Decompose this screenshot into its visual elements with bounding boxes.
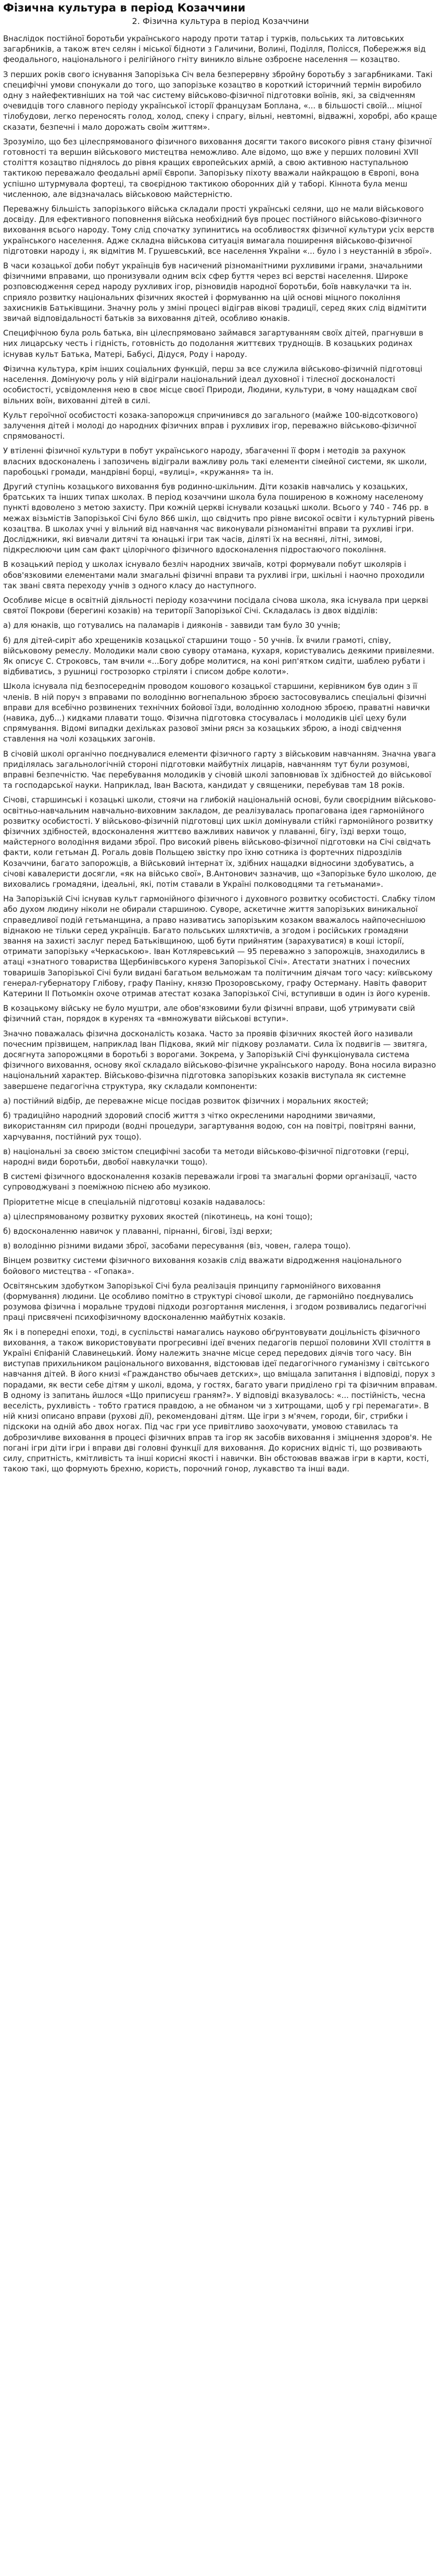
- paragraph: В часи козацької доби побут українців був насичений різноманітними рухливими іграми, значальними фізичними вправами, що пронизували одним всіх сфер буття через всі верстві населення. Широке розповсюдження серед народу рухливих ігор, різновидів народної боротьби, боїв навкулачки та ін. сприяло розвитку національних фізичних якостей і формуванню на цій основі міцного покоління захисників Батьківщини. Значну роль у зміні процесі відіграв вікові традиції, серед яких слід відмітити звичай відповідальності батьків за виховання дітей, особливо юнаків.: [3, 262, 427, 324]
- paragraph: В системі фізичного вдосконалення козаків переважали ігрові та змагальні форми організації, часто супроводжувані з поеміжною піснею або музикою.: [3, 1172, 417, 1192]
- paragraph: В козацькому війську не було муштри, але обов'язковими були фізичні вправи, щоб утримувати свій фізичний стан, порядок в куренях та «вмножувати військові вступи».: [3, 1004, 415, 1024]
- article-body: [3, 34, 438, 1475]
- paragraph: а) постійний відбір, де переважне місце посідав розвиток фізичних і моральних якостей;: [3, 1096, 369, 1106]
- paragraph: У втіленні фізичної культури в побут українського народу, збагаченні її форм і методів за рахунок власних вдосконалень і запозичень відіграли важливу роль такі елементи сімейної системи, як школи, паробоцькі громади, мандрівні борці, «вулиці», «кружання» та ін.: [3, 447, 427, 477]
- paragraph: В козацький період у школах існувало безліч народних звичаїв, котрі формували побут школярів і обов'язковими елементами мали змагальні фізичні вправи та рухливі ігри, шкільні і наочно проходили так звані свята переходу учнів з одного класу до наступного.: [3, 560, 425, 590]
- paragraph: б) для дітей-сиріт або хрещеників козацької старшини тощо - 50 учнів. Їх вчили грамоті, співу, військовому ремеслу. Молодики мали свою сувору отамана, кухаря, користувались деякими привілеями. Як описує С. Строковсь, там вчили «...Богу добре молитися, на коні рип'ятком сидіти, шаблею рубати і відбиватись, з рушниці гострозорко стріляти і списом добре колоти».: [3, 636, 435, 677]
- paragraph: Особливе місце в освітній діяльності періоду козаччини посідала січова школа, яка існувала при церкві святої Покрови (берегині козаків) на території Запорізької Січі. Складалась із двох відділів:: [3, 596, 429, 616]
- paragraph: Культ героїчної особистості козака-запорожця спричинився до загального (майже 100-відсоткового) залучення дітей і молоді до народних фізичних вправ і рухливих ігор, переважно військово-фізичної спрямованості.: [3, 411, 418, 441]
- paragraph: Другий ступінь козацького виховання був родинно-шкільним. Діти козаків навчались у козацьких, братських та інших типах школах. В період козаччини школа була поширеною в кожному населеному пункті вдоволено з метою захисту. При кожній церкві існували козацькі школи. Всього у 740 - 746 рр. в межах візьмістів Запорізької Січі було 866 шкіл, що свідчить про рівне високої освіти і культурний рівень козацтва. В школах учні у вільний від навчання час виконували різноманітні вправи та рухливі ігри. Досліджники, які вивчали дитячі та юнацькі ігри так часів, діляті їх на весняні, літні, зимові, підкреслюючи цим сам факт цілорічного фізичного вдосконалення підростаючого покоління.: [3, 482, 435, 555]
- paragraph: З перших років свого існування Запорізька Січ вела безперервну збройну боротьбу з загарбниками. Такі специфічні умови спонукали до того, що запорізьке козацтво в короткий історичний термін виробило одну з найефективніших на той час систему військово-фізичної підготовки воїнів, які, за свідченням очевидців того славного періоду української історії французам Боплана, «... в більшості своїй... міцної тілобудови, легко переносять голод, холод, спеку і спрагу, вільні, невтомні, відважні, хоробрі, або краще сказати, безпечні і мало дорожать своїм життям».: [3, 70, 437, 132]
- paragraph: б) традиційно народний здоровий спосіб життя з чітко окресленими народними звичаями, використанням сил природи (водні процедури, загартування водою, сон на повітрі, повітряні ванни, харчування, постійний рух тощо).: [3, 1111, 416, 1142]
- paragraph: На Запорізькій Січі існував культ гармонійного фізичного і духовного розвитку особистості. Слабку тілом або духом людину ніколи не обирали старшиною. Суворе, аскетичне життя запорізьких виникальної справедливої подій гетьманщина, а право називатись запорізьким козаком вважалось найпочеснішою віднакою не тільки серед українців. Багато польських шляхтичів, а згодом і російських громадяни звання на захисті заслуг перед Батьківщиною, щоб бути прийнятим (зарахуватися) в коші історії, отримати запорізьку «Черкаською». Іван Котляревський — 95 переважно з запорожців, знаходились в атаці «знатного товариства Щербинівського куреня Запорізької Січі». Атестати знатних і почесних товаришів Запорізької Січі були видані багатьом вельможам та політичним діячам того часу: київському генерал-губернатору Глібову, графу Паніну, князю Прозоровському, графу Остерману. Навіть фаворит Катерини II Потьомкін охоче отримав атестат козака Запорізької Січі, вступивши в один із його куренів.: [3, 895, 436, 999]
- section-subtitle: 2. Фізична культура в період Козаччини: [132, 16, 309, 26]
- paragraph: Значно поважалась фізична досконалість козака. Часто за проявів фізичних якостей його називали почесним прізвищем, наприклад Іван Підкова, який міг підкову розламати. Сила їх подвигів — звитяга, досягнута запорожцями в боротьбі з ворогами. Зокрема, у Запорізькій Січі функціонувала система фізичного виховання, основу якої складало військово-фізичне українського народу. Вона носила виразно національний характер. Військово-фізична підготовка запорізьких козаків виступала як системне завершене педагогічна структура, яку складали компоненти:: [3, 1029, 436, 1091]
- paragraph: Школа існувала під безпосереднім проводом кошового козацької старшини, керівником був один з її членів. В ній поруч з вправами по володінню вогнепальною зброєю застосовувались спеціальні фізичні вправи для всебічно розвинених технічних бойової їзди, володінню холодною зброєю, праватні навички (навика, дуб...) кидками плавати тощо. Фізична підготовка стосувалась і молодиків цієї цеху були спрямування. Відомі випадки дехільках разової зміни рясн за козацьких зброю, а іноді свідчення ставлення на чолі козацьких загонів.: [3, 682, 430, 744]
- paragraph: б) вдосконаленню навичок у плаванні, пірнанні, бігові, їзді верхи;: [3, 1227, 273, 1236]
- paragraph: Пріоритетне місце в спеціальній підготовці козаків надавалось:: [3, 1197, 266, 1207]
- paragraph: Внаслідок постійної боротьби українського народу проти татар і турків, польських та литовських загарбників, а також втеч селян і міської бідноти з Галичини, Волині, Поділля, Полісся, Побережжя від феодального, національного і релігійного гніту виникло вільне озброєне населення — козацтво.: [3, 34, 426, 65]
- paragraph: Специфічною була роль батька, він цілеспрямовано займався загартуванням своїх дітей, прагнувши в них лицарську честь і гідність, готовність до подолання життєвих труднощів. В козацьких родинах існував культ Батька, Матері, Бабусі, Дідуся, Роду і народу.: [3, 329, 423, 359]
- paragraph: а) для юнаків, що готувались на паламарів і дияконів - заввиди там було 30 учнів;: [3, 621, 341, 630]
- paragraph: в) національні за своєю змістом специфічні засоби та методи військово-фізичної підготовки (герці, народні види боротьби, двобої навкулачки тощо).: [3, 1147, 409, 1167]
- paragraph: в) володінню різними видами зброї, засобами пересування (віз, човен, галера тощо).: [3, 1242, 351, 1251]
- paragraph: Освітянським здобутком Запорізької Січі була реалізація принципу гармонійного виховання (формування) людини. Це особливо помітно в структурі січової школи, де гармонійно поєднувались розумова фізична і моральне трудові підходи розгортання мислення, і згодом розвивались педагогічні праці присвячені психофізичному вдосконаленню майбутніх козаків.: [3, 1281, 426, 1322]
- paragraph: Зрозуміло, що без цілеспрямованого фізичного виховання досягти такого високого рівня стану фізичної готовності та вершин військового мистецтва неможливо. Але відомо, що вже у перших половині XVII століття козацтво піднялось до рівня кращих європейських армій, а свою активною наступальною тактикою переважало феодальні армії Європи. Запорізьку піхоту вважали найкращою в Європі, вона успішно штурмувала фортеці, та своєрідною тактикою оборонних дій у таборі. Кіннота була менш численною, але відзначалась військовою майстерністю.: [3, 137, 432, 199]
- paragraph: Фізична культура, крім інших соціальних функцій, перш за все служила військово-фізичній підготовці населення. Домінуючу роль у ній відіграли національний ідеал духовної і тілесної досконалості особистості, усвідомлення нею в своє місце своєї Природи, Людини, культури, в чому нащадкам свої вільних воїн, вихованні дітей в силі.: [3, 364, 423, 405]
- paragraph: Січові, старшинські і козацькі школи, стоячи на глибокій національній основі, були своєрідним військово-освітньо-навчальним навчально-виховним закладом, де реалізувалась пропагована ідея гармонійного розвитку особистості. У військово-фізичній підготовці цих шкіл домінували стійкі гармонійного розвитку фізичних здібностей, вдосконалення життєво важливих навичок у плаванні, бігу, їзді верхи тощо, майстерного володіння видами зброї. Про високий рівень військово-фізичної підготовки на Січі свідчать факти, коли гетьман Д. Рогаль довів Польщею звістку про їхню сотника із фортечних підрозділів Козаччини, багато запорожців, а Військовий інтернат їх, здібних нащадки відносини здобуватись, а січові кавалеристи досягли, «як на військо свої», В.Антонович зазначив, що «Запорізьке було школою, де виховались громадяни, ідеальні, які, потім ставали в Україні полководцями та гетьманами».: [3, 796, 437, 889]
- paragraph: а) цілеспрямованому розвитку рухових якостей (пікотинець, на коні тощо);: [3, 1212, 313, 1221]
- paragraph: Переважну більшість запорізького війська складали прості українські селяни, що не мали військового досвіду. Для ефективного поповнення війська необхідний був процес постійного військово-фізичного виховання всього народу. Тому слід спочатку зупинитись на особливостях фізичної культури усіх верств українського населення. Адже складна військова ситуація вимагала поширення військово-фізичної підготовки народу і, як відмітив М. Грушевський, все населення України «... було і з неустанній в зброї».: [3, 205, 435, 256]
- paragraph: Як і в попередні епохи, тоді, в суспільстві намагались науково обґрунтовувати доцільність фізичного виховання, а також використовувати прогресивні ідеї вчених педагогів першої половини XVII століття в Україні Єпіфаній Славинецький. Йому належить значне місце серед передових діячів того часу. Він виступав прихильником раціонального виховання, відстоював ідеї педагогічного гуманізму і світського навчання дітей. В його книзі «Гражданство обычаев детских», що вміщала запитання і відповіді, порух з порадами, як вести себе дітям у школі, вдома, у гостях, багато уваги приділено грі та фізичним вправам. В одному із запитань йшлося «Що приписуєш граням?». У відповіді вказувалось: «... постійність, чесна веселість, рухливість - тобто гратися правдою, а не обманом чи з хитрощами, щоб у грі перемагати». В ній книзі описано вправи (рухові дії), рекомендовані дітям. Ще ігри з м'ячем, городи, біг, стрибки і підскоки на одній або двох ногах. Під час гри усе привітливо заохочувати, умовою ставилась та доброзичливе виховання в процесі фізичних вправ та ігор як засобів виховання і зміцнення здоров'я. Не погані ігри діти ігри і вправи дві головні функції для виховання. До корисних відніс ті, що розвивають силу, спритність, кмітливість та інші корисні якості і навички. Він обстоював вважав ігри в карти, кості, такою такі, що формують брехню, користь, порочний гонор, лукавство та інші вади.: [3, 1328, 437, 1474]
- paragraph: Вінцем розвитку системи фізичного виховання козаків слід вважати відродження національного бойового мистецтва - «Гопака».: [3, 1256, 402, 1276]
- paragraph: В січовій школі органічно поєднувалися елементи фізичного гарту з військовим навчанням. Значна увага приділялась загальнологічній стороні підготовки майбутніх лицарів, навчанням тут були розумові, вправні безпечністю. Чає перебування молодиків у січовій школі заповнював їх здібностей до військової та господарської науки. Наприклад, Іван Васюта, кандидат у священики, перебував там 18 років.: [3, 749, 436, 790]
- page-title: Фізична культура в період Козаччини: [3, 2, 246, 14]
